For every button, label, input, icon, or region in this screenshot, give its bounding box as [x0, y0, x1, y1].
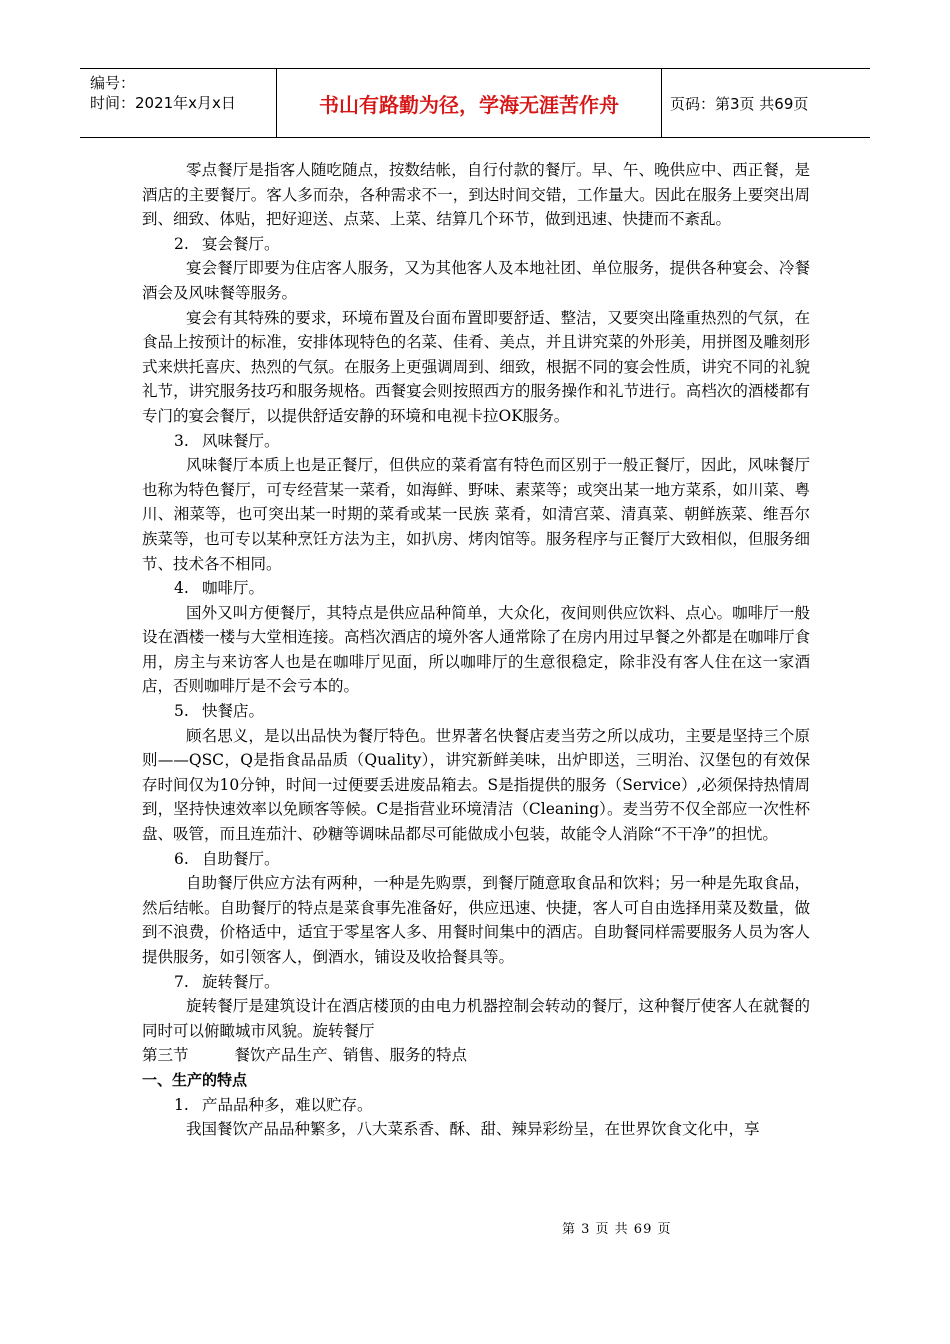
list-item: 1. 产品品种多，难以贮存。 [174, 1095, 373, 1114]
page-header [80, 68, 870, 138]
list-item [142, 232, 810, 257]
header-page-number: 页码：第3页 共69页 [670, 94, 809, 113]
header-motto: 书山有路勤为径，学海无涯苦作舟 [277, 69, 662, 137]
body-paragraph: 宴会有其特殊的要求，环境布置及台面布置即要舒适、整洁，又要突出隆重热烈的气氛，在食品上按预计的标准，安排体现特色的名菜、佳肴、美点，并且讲究菜的外形美，用拼图及雕刻形式来烘托喜庆、热烈的气氛。在服务上更强调周到、细致，根据不同的宴会性质，讲究不同的礼貌礼节，讲究服务技巧和服务规格。西餐宴会则按照西方的服务操作和礼节进行。高档次的酒楼都有专门的宴会餐厅，以提供舒适安静的环境和电视卡拉OK服务。 [142, 308, 810, 425]
section-title: 第三节 餐饮产品生产、销售、服务的特点 [142, 1046, 468, 1065]
body-paragraph: 零点餐厅是指客人随吃随点，按数结帐，自行付款的餐厅。早、午、晚供应中、西正餐，是酒店的主要餐厅。客人多而杂，各种需求不一，到达时间交错，工作量大。因此在服务上要突出周到、细致、体贴，把好迎送、点菜、上菜、结算几个环节，做到迅速、快捷而不紊乱。 [142, 161, 810, 229]
body-paragraph: 旋转餐厅是建筑设计在酒店楼顶的由电力机器控制会转动的餐厅，这种餐厅使客人在就餐的同时可以俯瞰城市风貌。旋转餐厅 [142, 997, 810, 1040]
document-time-label: 时间：2021年x月x日 [90, 94, 236, 112]
body-paragraph: 风味餐厅本质上也是正餐厅，但供应的菜肴富有特色而区别于一般正餐厅，因此，风味餐厅也称为特色餐厅，可专经营某一菜肴，如海鲜、野味、素菜等；或突出某一地方菜系，如川菜、粤川、湘菜等，也可突出某一时期的菜肴或某一民族 菜肴，如清宫菜、清真菜、朝鲜族菜、维吾尔族菜等，也可专以某种烹饪方法为主，如扒房、烤肉馆等。服务程序与正餐厅大致相似，但服务细节、技术各不相同。 [142, 456, 810, 573]
body-paragraph: 国外又叫方便餐厅，其特点是供应品种简单，大众化，夜间则供应饮料、点心。咖啡厅一般设在酒楼一楼与大堂相连接。高档次酒店的境外客人通常除了在房内用过早餐之外都是在咖啡厅食用，房主与来访客人也是在咖啡厅见面，所以咖啡厅的生意很稳定，除非没有客人住在这一家酒店，否则咖啡厅是不会亏本的。 [142, 603, 810, 696]
footer-page-number: 第 3 页 共 69 页 [562, 1222, 672, 1237]
list-number: 2. [174, 234, 189, 253]
document-body [142, 158, 810, 1142]
document-number-label: 编号： [90, 74, 136, 92]
body-paragraph: 自助餐厅供应方法有两种，一种是先购票，到餐厅随意取食品和饮料；另一种是先取食品，然后结帐。自助餐厅的特点是菜食事先准备好，供应迅速、快捷，客人可自由选择用菜及数量，做到不浪费，价格适中，适宜于零星客人多、用餐时间集中的酒店。自助餐同样需要服务人员为客人提供服务，如引领客人，倒酒水，铺设及收拾餐具等。 [142, 874, 810, 966]
body-paragraph: 顾名思义，是以出品快为餐厅特色。世界著名快餐店麦当劳之所以成功，主要是坚持三个原则——QSC，Q是指食品品质（Quality），讲究新鲜美味，出炉即送，三明治、汉堡包的有效保存时间仅为10分钟，时间一过便要丢进废品箱去。S是指提供的服务（Service）,必须保持热情周到，坚持快速效率以免顾客等候。C是指营业环境清洁（Cleaning）。麦当劳不仅全部应一次性杯盘、吸管，而且连茄汁、砂糖等调味品都尽可能做成小包装，故能令人消除“不干净”的担忧。 [142, 726, 810, 844]
list-item: 5. 快餐店。 [174, 702, 265, 721]
body-paragraph: 宴会餐厅即要为住店客人服务，又为其他客人及本地社团、单位服务，提供各种宴会、冷餐酒会及风味餐等服务。 [142, 259, 810, 302]
list-item: 3. 风味餐厅。 [174, 431, 280, 450]
heading: 一、生产的特点 [142, 1070, 248, 1089]
list-item: 7. 旋转餐厅。 [174, 972, 280, 991]
list-item: 4. 咖啡厅。 [174, 579, 265, 598]
list-item: 6. 自助餐厅。 [174, 849, 280, 868]
body-paragraph: 我国餐饮产品品种繁多，八大菜系香、酥、甜、辣异彩纷呈，在世界饮食文化中，享 [186, 1120, 760, 1139]
header-meta [80, 69, 277, 137]
list-text: 宴会餐厅。 [202, 234, 280, 253]
